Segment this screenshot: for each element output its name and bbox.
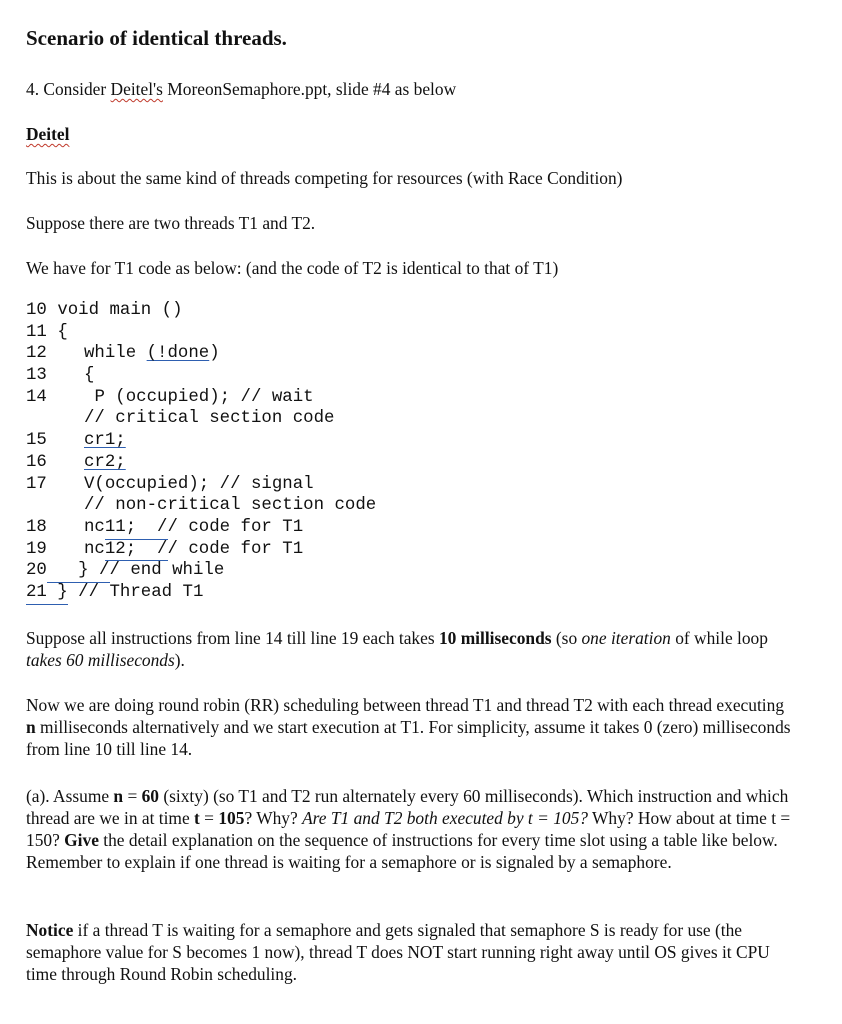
- intro-two-threads: Suppose there are two threads T1 and T2.: [26, 213, 316, 233]
- intro-code-note: We have for T1 code as below: (and the code of T2 is identical to that of T1): [26, 258, 559, 278]
- deitel-heading: Deitel: [26, 124, 70, 144]
- code-line-10: 10 void main (): [26, 301, 183, 320]
- code-line-13: 13 {: [26, 366, 95, 386]
- code-line-18: 18 nc11; // code for T1: [26, 517, 376, 539]
- paragraph-question-a: (a). Assume n = 60 (sixty) (so T1 and T2 run alternately every 60 milliseconds). Which instruction and which thread are we in at time t = 105? Why? Are T1 and T2 both executed by t = 105? Why? How about at time t = 150? Give the detail explanation on the sequence of instructions for every time slot using a table like below. Remember to explain if one thread is waiting for a semaphore or is signaled by a semaphore.: [26, 786, 791, 872]
- deitel-name: Deitel's: [110, 79, 163, 99]
- paragraph-timing: Suppose all instructions from line 14 till line 19 each takes 10 milliseconds (so one iteration of while loop takes 60 milliseconds).: [26, 628, 768, 670]
- intro-race-condition: This is about the same kind of threads competing for resources (with Race Condition): [26, 168, 623, 188]
- code-comment-noncritical: // non-critical section code: [84, 496, 377, 516]
- paragraph-round-robin: Now we are doing round robin (RR) scheduling between thread T1 and thread T2 with each thread executing n milliseconds alternatively and we start execution at T1. For simplicity, assume it takes 0 (zero) milliseconds from line 10 till line 14.: [26, 695, 791, 759]
- q4-prefix: 4. Consider: [26, 79, 111, 99]
- q4-suffix: MoreonSemaphore.ppt, slide #4 as below: [162, 79, 457, 99]
- code-line-20: 20 } // end while: [26, 560, 376, 582]
- code-line-17: 17 V(occupied); // signal: [26, 474, 314, 494]
- code-block: [26, 300, 376, 604]
- code-line-21: 21 } // Thread T1: [26, 582, 376, 604]
- code-line-14: 14 P (occupied); // wait: [26, 387, 314, 407]
- code-line-16: 16 cr2;: [26, 452, 126, 472]
- question-4-line: [26, 78, 456, 100]
- paragraph-notice: Notice if a thread T is waiting for a semaphore and gets signaled that semaphore S is ready for use (the semaphore value for S becomes 1 now), thread T does NOT start running right away until OS gives it CPU time through Round Robin scheduling.: [26, 920, 770, 984]
- code-line-19: 19 nc12; // code for T1: [26, 539, 376, 561]
- code-line-11: 11 {: [26, 322, 68, 342]
- page-title: Scenario of identical threads.: [26, 26, 287, 50]
- while-condition: (!done: [146, 344, 210, 364]
- code-line-12: 12 while (!done): [26, 344, 220, 364]
- code-comment-critical: // critical section code: [84, 409, 335, 429]
- code-line-15: 15 cr1;: [26, 431, 126, 451]
